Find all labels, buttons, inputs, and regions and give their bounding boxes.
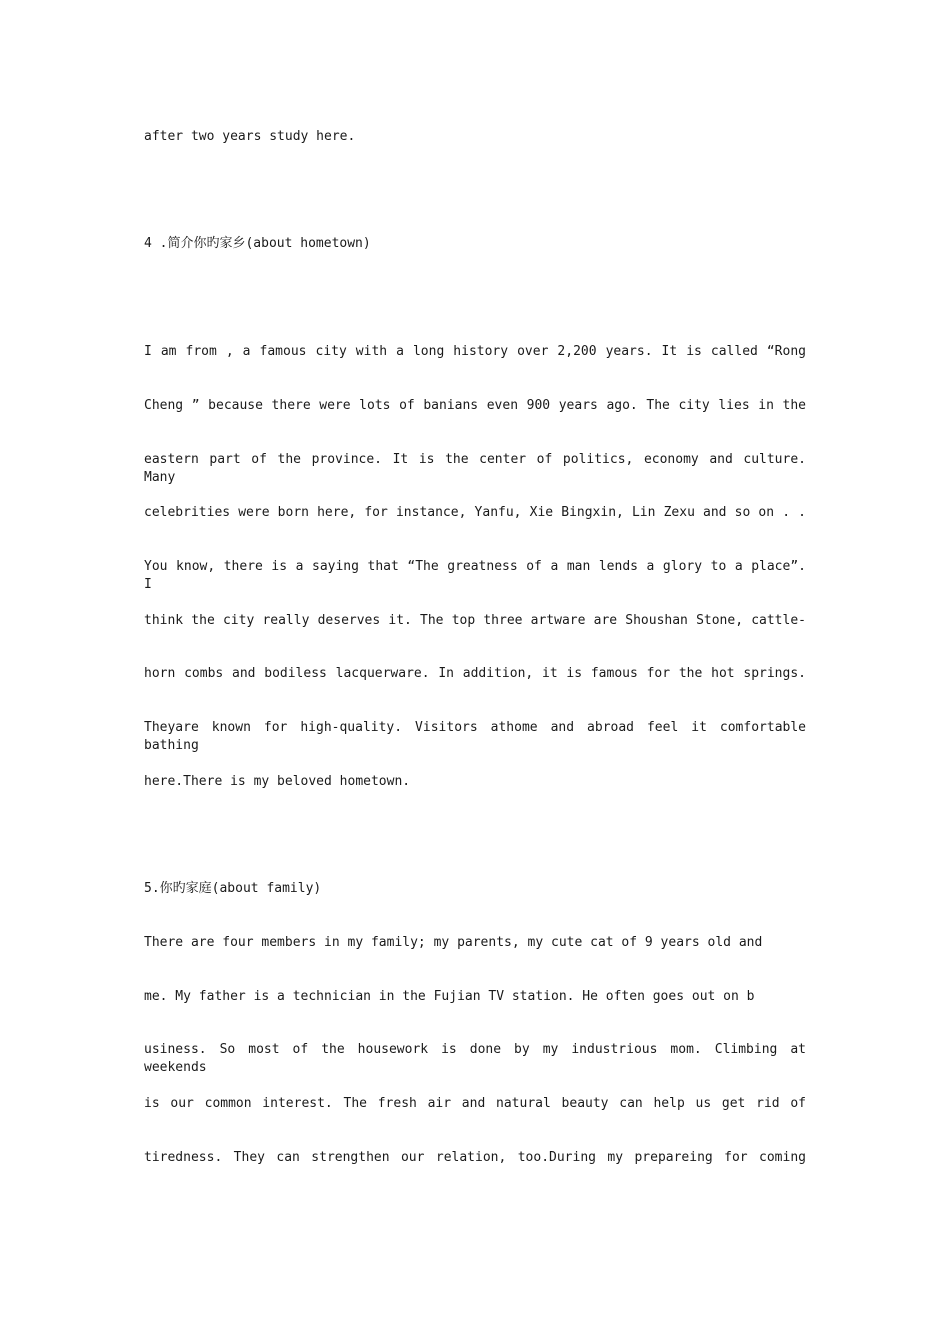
family-line-1: There are four members in my family; my parents, my cute cat of 9 years old and xyxy=(144,935,763,950)
family-line-5: tiredness. They can strengthen our relation, too.During my prepareing for coming xyxy=(144,1150,806,1165)
hometown-line-5: You know, there is a saying that “The greatness of a man lends a glory to a place”. I xyxy=(144,559,806,592)
paragraph-intro-tail: after two years study here. xyxy=(144,129,356,144)
family-line-3: usiness. So most of the housework is done by my industrious mom. Climbing at weekends xyxy=(144,1042,806,1075)
hometown-line-7: horn combs and bodiless lacquerware. In addition, it is famous for the hot springs. xyxy=(144,666,806,681)
family-line-4: is our common interest. The fresh air and natural beauty can help us get rid of xyxy=(144,1096,806,1111)
hometown-line-9: here.There is my beloved hometown. xyxy=(144,774,411,789)
hometown-line-8: Theyare known for high-quality. Visitors athome and abroad feel it comfortable bathing xyxy=(144,720,806,753)
section-4-heading: 4 .简介你旳家乡(about hometown) xyxy=(144,236,371,251)
hometown-line-1: I am from , a famous city with a long history over 2,200 years. It is called “Rong xyxy=(144,344,806,359)
hometown-line-2: Cheng ” because there were lots of banians even 900 years ago. The city lies in the xyxy=(144,398,806,413)
section-5-heading: 5.你旳家庭(about family) xyxy=(144,881,322,896)
family-line-2: me. My father is a technician in the Fujian TV station. He often goes out on b xyxy=(144,989,755,1004)
hometown-line-4: celebrities were born here, for instance, Yanfu, Xie Bingxin, Lin Zexu and so on . . xyxy=(144,505,806,520)
hometown-line-3: eastern part of the province. It is the center of politics, economy and culture. Many xyxy=(144,452,806,485)
hometown-line-6: think the city really deserves it. The top three artware are Shoushan Stone, cattle- xyxy=(144,613,806,628)
